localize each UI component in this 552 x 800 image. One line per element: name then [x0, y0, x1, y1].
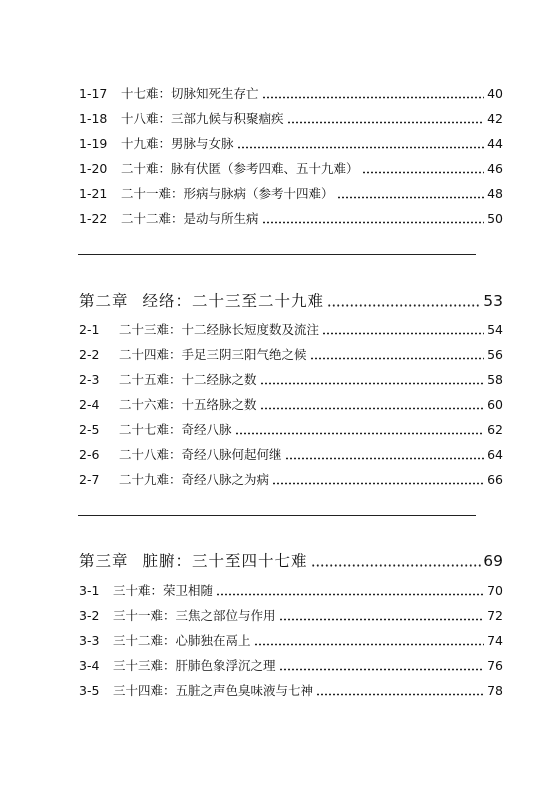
- entry-number: 2-6: [79, 447, 100, 462]
- entry-title: 二十二难：是动与所生病: [121, 211, 259, 226]
- dot-leader: [311, 553, 482, 567]
- entry-title: 三十二难：心肺独在鬲上: [113, 633, 251, 648]
- toc-entry[interactable]: [79, 343, 503, 363]
- toc-entry[interactable]: [79, 182, 503, 202]
- entry-title: 三十三难：肝肺色象浮沉之理: [113, 658, 276, 673]
- section-divider: [78, 254, 476, 255]
- toc-entry[interactable]: [79, 629, 503, 649]
- entry-number: 2-4: [79, 397, 100, 412]
- entry-title: 十七难：切脉知死生存亡: [121, 86, 259, 101]
- entry-number: 2-1: [79, 322, 100, 337]
- toc-entry[interactable]: [79, 157, 503, 177]
- entry-page-number: 78: [487, 683, 503, 698]
- entry-number: 1-19: [79, 136, 108, 151]
- entry-title: 十九难：男脉与女脉: [121, 136, 234, 151]
- entry-page-number: 60: [487, 397, 503, 412]
- entry-title: 二十难：脉有伏匿（参考四难、五十九难）: [121, 161, 359, 176]
- toc-chapter-heading[interactable]: [79, 287, 503, 311]
- toc-entry[interactable]: [79, 107, 503, 127]
- entry-number: 1-21: [79, 186, 108, 201]
- dot-leader: [337, 187, 485, 199]
- entry-page-number: 66: [487, 472, 503, 487]
- dot-leader: [362, 162, 485, 174]
- entry-page-number: 42: [487, 111, 503, 126]
- entry-page-number: 72: [487, 608, 503, 623]
- entry-title: 二十七难：奇经八脉: [119, 422, 232, 437]
- entry-page-number: 50: [487, 211, 503, 226]
- entry-title: 二十五难：十二经脉之数: [119, 372, 257, 387]
- dot-leader: [272, 473, 484, 485]
- dot-leader: [316, 684, 484, 696]
- toc-entry[interactable]: [79, 82, 503, 102]
- dot-leader: [254, 634, 485, 646]
- dot-leader: [279, 659, 485, 671]
- entry-page-number: 44: [487, 136, 503, 151]
- entry-page-number: 40: [487, 86, 503, 101]
- entry-page-number: 62: [487, 422, 503, 437]
- toc-entry[interactable]: [79, 679, 503, 699]
- dot-leader: [327, 293, 481, 307]
- toc-chapter-heading[interactable]: [79, 547, 503, 571]
- entry-title: 二十三难：十二经脉长短度数及流注: [119, 322, 320, 337]
- entry-title: 三十四难：五脏之声色臭味液与七神: [113, 683, 314, 698]
- entry-number: 1-20: [79, 161, 108, 176]
- toc-entry[interactable]: [79, 207, 503, 227]
- dot-leader: [287, 112, 485, 124]
- entry-number: 2-2: [79, 347, 100, 362]
- entry-page-number: 64: [487, 447, 503, 462]
- entry-title: 二十四难：手足三阴三阳气绝之候: [119, 347, 307, 362]
- entry-title: 二十一难：形病与脉病（参考十四难）: [121, 186, 334, 201]
- entry-page-number: 58: [487, 372, 503, 387]
- dot-leader: [237, 137, 485, 149]
- entry-number: 1-18: [79, 111, 108, 126]
- entry-number: 3-1: [79, 583, 100, 598]
- dot-leader: [235, 423, 485, 435]
- entry-number: 3-2: [79, 608, 100, 623]
- entry-title: 三十一难：三焦之部位与作用: [113, 608, 276, 623]
- dot-leader: [260, 373, 485, 385]
- entry-title: 二十八难：奇经八脉何起何继: [119, 447, 282, 462]
- dot-leader: [322, 323, 484, 335]
- entry-number: 3-5: [79, 683, 100, 698]
- toc-entry[interactable]: [79, 132, 503, 152]
- entry-page-number: 46: [487, 161, 503, 176]
- toc-entry[interactable]: [79, 393, 503, 413]
- toc-entry[interactable]: [79, 468, 503, 488]
- entry-page-number: 70: [487, 583, 503, 598]
- chapter-title: 脏腑：三十至四十七难: [142, 552, 308, 570]
- dot-leader: [279, 609, 485, 621]
- chapter-page-number: 69: [483, 552, 503, 570]
- toc-entry[interactable]: [79, 604, 503, 624]
- chapter-page-number: 53: [483, 292, 503, 310]
- chapter-number: 第三章: [79, 552, 129, 570]
- dot-leader: [262, 212, 485, 224]
- entry-page-number: 54: [487, 322, 503, 337]
- toc-entry[interactable]: [79, 579, 503, 599]
- entry-number: 3-4: [79, 658, 100, 673]
- section-divider: [78, 515, 476, 516]
- entry-number: 3-3: [79, 633, 100, 648]
- toc-entry[interactable]: [79, 368, 503, 388]
- entry-page-number: 56: [487, 347, 503, 362]
- dot-leader: [260, 398, 485, 410]
- entry-title: 二十六难：十五络脉之数: [119, 397, 257, 412]
- entry-number: 2-5: [79, 422, 100, 437]
- toc-entry[interactable]: [79, 654, 503, 674]
- entry-number: 1-17: [79, 86, 108, 101]
- entry-number: 2-3: [79, 372, 100, 387]
- entry-title: 二十九难：奇经八脉之为病: [119, 472, 270, 487]
- dot-leader: [310, 348, 485, 360]
- toc-entry[interactable]: [79, 443, 503, 463]
- entry-page-number: 76: [487, 658, 503, 673]
- chapter-title: 经络：二十三至二十九难: [142, 292, 325, 310]
- toc-entry[interactable]: [79, 318, 503, 338]
- dot-leader: [216, 584, 484, 596]
- entry-number: 1-22: [79, 211, 108, 226]
- chapter-number: 第二章: [79, 292, 129, 310]
- entry-title: 三十难：荣卫相随: [113, 583, 214, 598]
- dot-leader: [262, 87, 485, 99]
- entry-number: 2-7: [79, 472, 100, 487]
- dot-leader: [285, 448, 485, 460]
- entry-title: 十八难：三部九候与积聚痼疾: [121, 111, 284, 126]
- entry-page-number: 48: [487, 186, 503, 201]
- toc-entry[interactable]: [79, 418, 503, 438]
- entry-page-number: 74: [487, 633, 503, 648]
